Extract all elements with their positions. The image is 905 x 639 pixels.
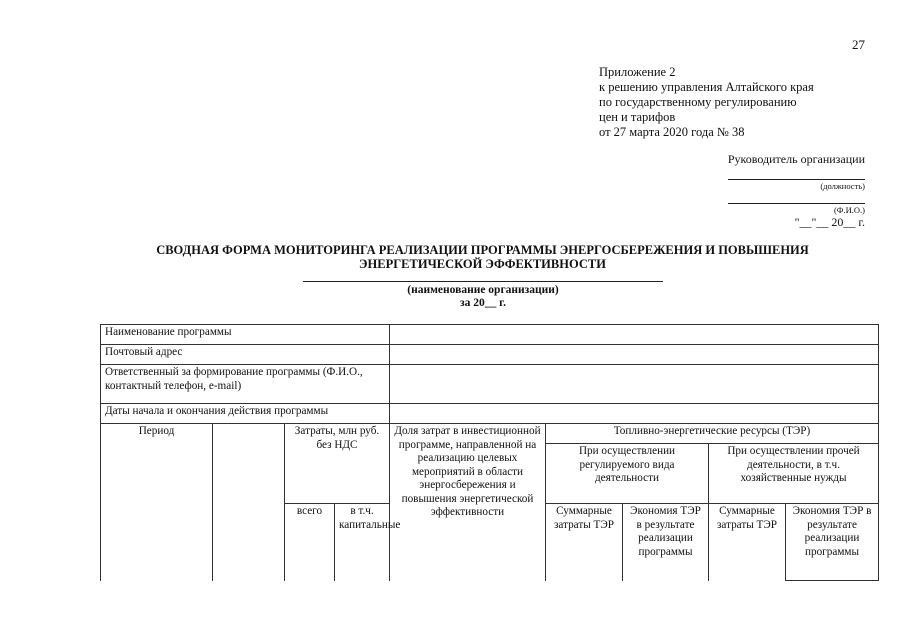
position-signature-line: [728, 179, 865, 180]
appendix-line: цен и тарифов: [599, 110, 676, 124]
appendix-line: Приложение 2: [599, 65, 676, 79]
row-value: [390, 345, 879, 365]
row-label: Даты начала и окончания действия программы: [101, 404, 390, 424]
total-ter-header: Суммарные затраты ТЭР: [546, 504, 623, 581]
fuel-resources-header: Топливно-энергетические ресурсы (ТЭР): [546, 424, 879, 444]
costs-capital-header: в т.ч. капитальные: [335, 504, 390, 581]
table-row: [101, 345, 879, 365]
total-ter-header: Суммарные затраты ТЭР: [709, 504, 786, 581]
appendix-line: по государственному регулированию: [599, 95, 797, 109]
other-activity-header: При осуществлении прочей деятельности, в т.ч. хозяйственные нужды: [709, 444, 879, 504]
row-value: [390, 365, 879, 404]
row-label: Наименование программы: [101, 325, 390, 345]
fio-caption: (Ф.И.О.): [833, 205, 865, 215]
ter-savings-header: Экономия ТЭР в результате реализации программы: [623, 504, 709, 581]
signature-date-line: "__"__ 20__ г.: [794, 215, 865, 229]
position-caption: (должность): [820, 181, 865, 191]
appendix-line: от 27 марта 2020 года № 38: [599, 125, 745, 139]
table-row: [101, 325, 879, 345]
organization-name-caption: (наименование организации): [407, 284, 559, 296]
share-header: Доля затрат в инвестиционной программе, направленной на реализацию целевых мероприятий в области энергосбережения и повышения энергетической эффективности: [390, 424, 546, 581]
reporting-period-line: за 20__ г.: [460, 297, 506, 309]
fio-signature-line: [728, 203, 865, 204]
row-value: [390, 404, 879, 424]
ter-savings-header: Экономия ТЭР в результате реализации программы: [786, 504, 879, 581]
document-title: СВОДНАЯ ФОРМА МОНИТОРИНГА РЕАЛИЗАЦИИ ПРОГРАММЫ ЭНЕРГОСБЕРЕЖЕНИЯ И ПОВЫШЕНИЯ ЭНЕРГЕТИЧЕСКОЙ ЭФФЕКТИВНОСТИ: [156, 243, 809, 271]
costs-total-header: всего: [285, 504, 335, 581]
row-label: Ответственный за формирование программы (Ф.И.О., контактный телефон, e-mail): [101, 365, 390, 404]
head-of-organization-label: Руководитель организации: [727, 152, 865, 166]
monitoring-table: [100, 324, 879, 581]
period-header: Период: [101, 424, 213, 581]
regulated-activity-header: При осуществлении регулируемого вида деятельности: [546, 444, 709, 504]
period-subcolumn: [213, 424, 285, 581]
page-number: 27: [852, 37, 865, 52]
table-row: [101, 365, 879, 404]
row-value: [390, 325, 879, 345]
row-label: Почтовый адрес: [101, 345, 390, 365]
table-row: [101, 404, 879, 424]
appendix-line: к решению управления Алтайского края: [599, 80, 814, 94]
costs-header: Затраты, млн руб. без НДС: [285, 424, 390, 504]
organization-name-line: [303, 281, 663, 282]
appendix-block: [599, 65, 814, 140]
